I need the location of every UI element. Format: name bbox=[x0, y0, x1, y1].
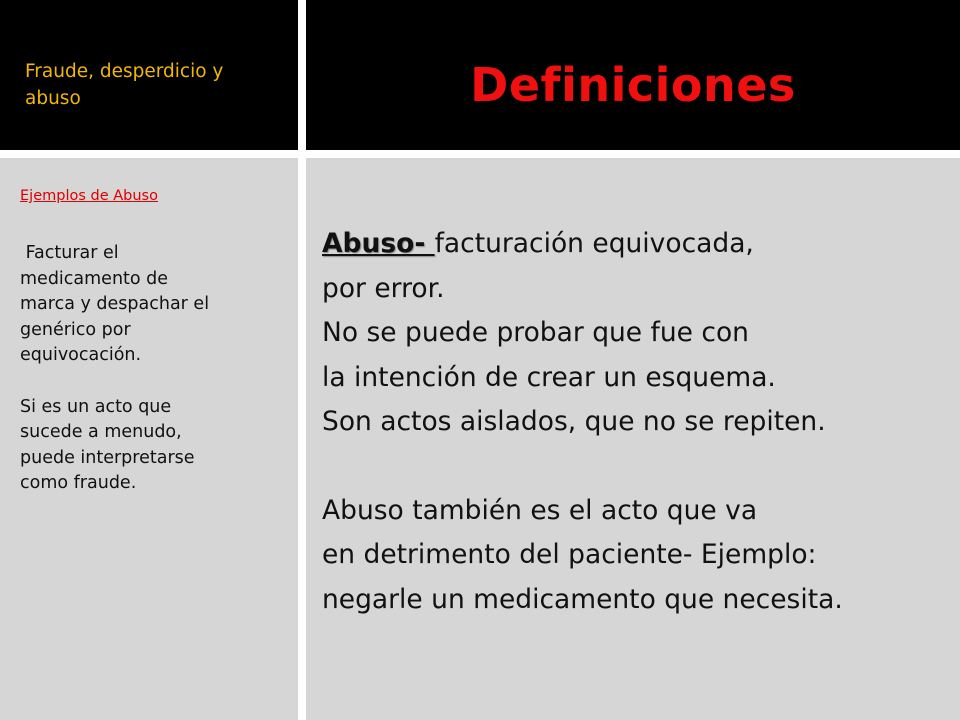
section-title-panel bbox=[0, 0, 298, 150]
example-line: equivocación. bbox=[20, 345, 142, 365]
example-line: Facturar el bbox=[20, 243, 119, 263]
example-line: marca y despachar el bbox=[20, 294, 210, 314]
examples-text bbox=[20, 241, 290, 497]
example-line: sucede a menudo, bbox=[20, 422, 182, 442]
definition-first-line bbox=[322, 222, 952, 267]
example-line: como fraude. bbox=[20, 473, 137, 493]
definition-line: la intención de crear un esquema. bbox=[322, 361, 776, 393]
examples-heading: Ejemplos de Abuso bbox=[20, 188, 158, 204]
section-title-line: Fraude, desperdicio y bbox=[25, 61, 224, 82]
section-title bbox=[25, 58, 285, 112]
examples-sidebar bbox=[0, 158, 298, 720]
abuse-term: Abuso- bbox=[322, 228, 435, 259]
page-title: Definiciones bbox=[470, 58, 796, 112]
definition-line: Son actos aislados, que no se repiten. bbox=[322, 406, 826, 437]
definition-line: No se puede probar que fue con bbox=[322, 317, 749, 348]
example-line: puede interpretarse bbox=[20, 447, 195, 468]
section-title-line: abuso bbox=[25, 88, 81, 109]
definition-line: por error. bbox=[322, 272, 445, 304]
definition-line: Abuso también es el acto que va bbox=[322, 494, 758, 526]
example-line: Si es un acto que bbox=[20, 396, 172, 417]
definition-text bbox=[322, 222, 952, 622]
example-line: genérico por bbox=[20, 319, 131, 340]
abuse-term-definition: facturación equivocada, bbox=[434, 228, 754, 259]
example-line: medicamento de bbox=[20, 268, 169, 289]
definition-panel bbox=[306, 158, 960, 720]
main-title-panel bbox=[306, 0, 960, 150]
definition-line: en detrimento del paciente- Ejemplo: bbox=[322, 539, 817, 570]
definition-line: negarle un medicamento que necesita. bbox=[322, 583, 843, 615]
